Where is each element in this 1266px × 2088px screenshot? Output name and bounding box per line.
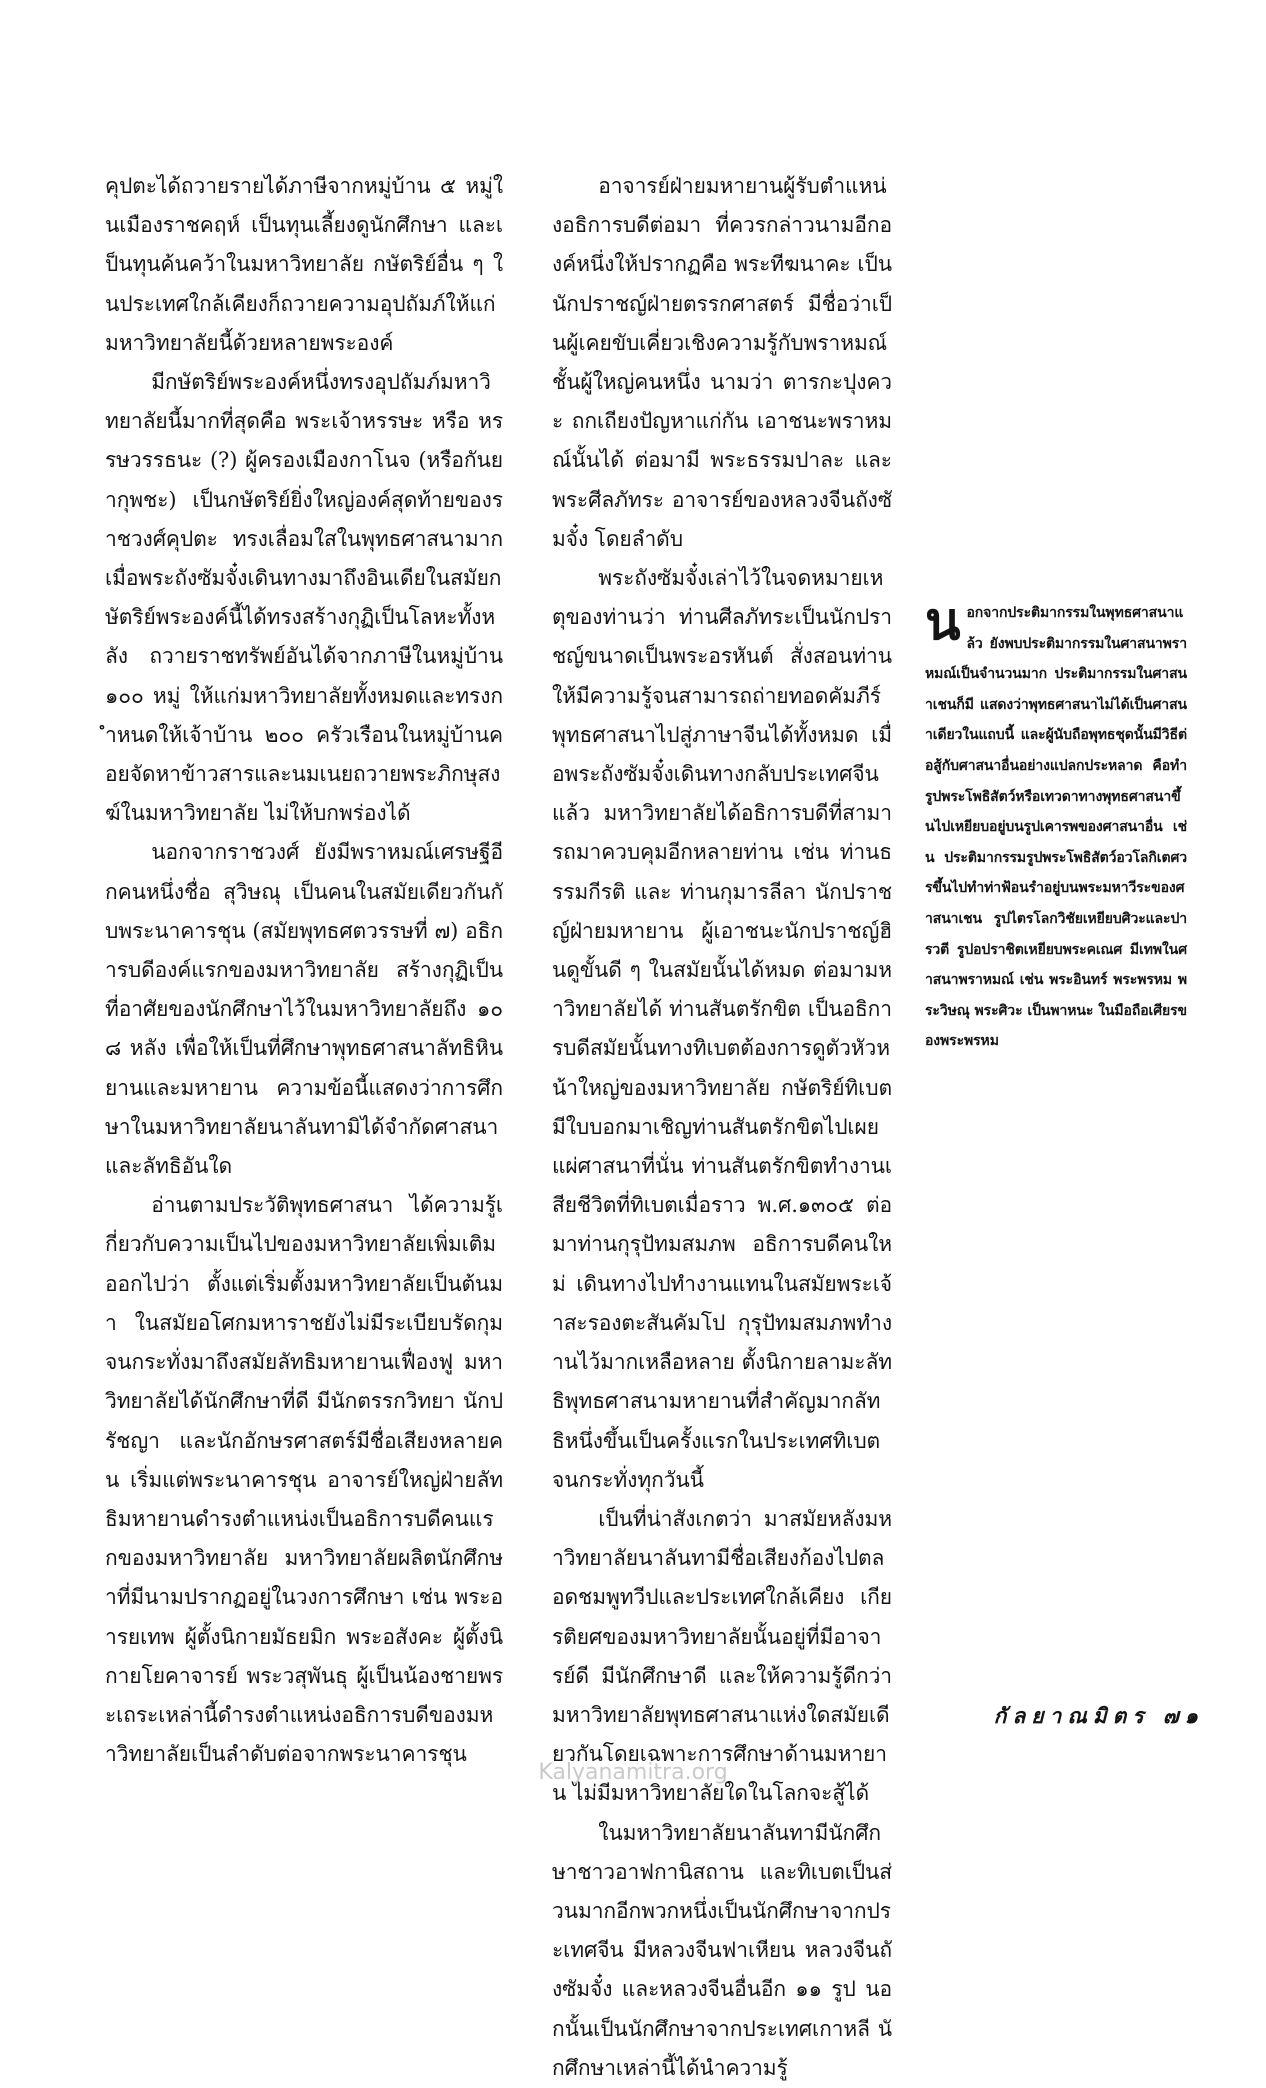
footer-page-title: กัลยาณมิตร ๗๑	[993, 1703, 1204, 1728]
paragraph: อ่านตามประวัติพุทธศาสนา ได้ความรู้เกี่ยวกับความเป็นไปของมหาวิทยาลัยเพิ่มเติมออกไปว่า ตั้งแต่เริ่มตั้งมหาวิทยาลัยเป็นต้นมา ในสมัยอโศกมหาราชยังไม่มีระเบียบรัดกุมจนกระทั่งมาถึงสมัยลัทธิมหายานเฟื่องฟู มหาวิทยาลัยได้นักศึกษาที่ดี มีนักตรรกวิทยา นักปรัชญา และนักอักษรศาสตร์มีชื่อเสียงหลายคน เริ่มแต่พระนาคารชุน อาจารย์ใหญ่ฝ่ายลัทธิมหายานดำรงตำแหน่งเป็นอธิการบดีคนแรกของมหาวิทยาลัย มหาวิทยาลัยผลิตนักศึกษาที่มีนามปรากฏอยู่ในวงการศึกษา เช่น พระอารยเทพ ผู้ตั้งนิกายมัธยมิก พระอสังคะ ผู้ตั้งนิกายโยคาจารย์ พระวสุพันธุ ผู้เป็นน้องชายพระเถระเหล่านี้ดำรงตำแหน่งอธิการบดีของมหาวิทยาลัยเป็นลำดับต่อจากพระนาคารชุน	[105, 1193, 503, 1767]
watermark: Kalyanamitra.org	[538, 1760, 728, 1785]
paragraph: คุปตะได้ถวายรายได้ภาษีจากหมู่บ้าน ๕ หมู่ในเมืองราชคฤห์ เป็นทุนเลี้ยงดูนักศึกษา และเป็นทุนค้นคว้าในมหาวิทยาลัย กษัตริย์อื่น ๆ ในประเทศใกล้เคียงก็ถวายความอุปถัมภ์ให้แก่มหาวิทยาลัยนี้ด้วยหลายพระองค์	[105, 174, 503, 355]
paragraph: อาจารย์ฝ่ายมหายานผู้รับตำแหน่งอธิการบดีต่อมา ที่ควรกล่าวนามอีกองค์หนึ่งให้ปรากฏคือ พระทีฆนาคะ เป็นนักปราชญ์ฝ่ายตรรกศาสตร์ มีชื่อว่าเป็นผู้เคยขับเคี่ยวเชิงความรู้กับพราหมณ์ชั้นผู้ใหญ่คนหนึ่ง นามว่า ตารกะปุงควะ ถกเถียงปัญหาแก่กัน เอาชนะพราหมณ์นั้นได้ ต่อมามี พระธรรมปาละ และ พระศีลภัทระ อาจารย์ของหลวงจีนถังซัมจั๋ง โดยลำดับ	[552, 174, 892, 551]
paragraph: ในมหาวิทยาลัยนาลันทามีนักศึกษาชาวอาฟกานิสถาน และทิเบตเป็นส่วนมากอีกพวกหนึ่งเป็นนักศึกษาจากประเทศจีน มีหลวงจีนฟาเหียน หลวงจีนถังซัมจั๋ง และหลวงจีนอื่นอีก ๑๑ รูป นอกนั้นเป็นนักศึกษาจากประเทศเกาหลี นักศึกษาเหล่านี้ได้นำความรู้	[552, 1820, 892, 2080]
paragraph: พระถังซัมจั๋งเล่าไว้ในจดหมายเหตุของท่านว่า ท่านศีลภัทระเป็นนักปราชญ์ขนาดเป็นพระอรหันต์ สั่งสอนท่านให้มีความรู้จนสามารถถ่ายทอดคัมภีร์พุทธศาสนาไปสู่ภาษาจีนได้ทั้งหมด เมื่อพระถังซัมจั๋งเดินทางกลับประเทศจีนแล้ว มหาวิทยาลัยได้อธิการบดีที่สามารถมาควบคุมอีกหลายท่าน เช่น ท่านธรรมกีรติ และ ท่านกุมารลีลา นักปราชญ์ฝ่ายมหายาน ผู้เอาชนะนักปราชญ์ฮินดูขั้นดี ๆ ในสมัยนั้นได้หมด ต่อมามหาวิทยาลัยได้ ท่านสันตรักขิต เป็นอธิการบดีสมัยนั้นทางทิเบตต้องการดูตัวหัวหน้าใหญ่ของมหาวิทยาลัย กษัตริย์ทิเบตมีใบบอกมาเชิญท่านสันตรักขิตไปเผยแผ่ศาสนาที่นั่น ท่านสันตรักขิตทำงานเสียชีวิตที่ทิเบตเมื่อราว พ.ศ.๑๓๐๕ ต่อมาท่านกุรุปัทมสมภพ อธิการบดีคนใหม่ เดินทางไปทำงานแทนในสมัยพระเจ้าสะรองตะสันคัมโป กุรุปัทมสมภพทำงานไว้มากเหลือหลาย ตั้งนิกายลามะลัทธิพุทธศาสนามหายานที่สำคัญมากลัทธิหนึ่งขึ้นเป็นครั้งแรกในประเทศทิเบตจนกระทั่งทุกวันนี้	[552, 566, 892, 1492]
paragraph: นอกจากราชวงศ์ ยังมีพราหมณ์เศรษฐีอีกคนหนึ่งชื่อ สุวิษณุ เป็นคนในสมัยเดียวกันกับพระนาคารชุน (สมัยพุทธศตวรรษที่ ๗) อธิการบดีองค์แรกของมหาวิทยาลัย สร้างกุฏิเป็นที่อาศัยของนักศึกษาไว้ในมหาวิทยาลัยถึง ๑๐๘ หลัง เพื่อให้เป็นที่ศึกษาพุทธศาสนาลัทธิหินยานและมหายาน ความข้อนี้แสดงว่าการศึกษาในมหาวิทยาลัยนาลันทามิได้จำกัดศาสนาและลัทธิอันใด	[105, 840, 503, 1179]
sidebar-text: อกจากประติมากรรมในพุทธศาสนาแล้ว ยังพบประติมากรรมในศาสนาพราหมณ์เป็นจำนวนมาก ประติมากรรมในศาสนาเชนก็มี แสดงว่าพุทธศาสนาไม่ได้เป็นศาสนาเดียวในแถบนี้ และผู้นับถือพุทธชุดนั้นมีวิธีต่อสู้กับศาสนาอื่นอย่างแปลกประหลาด คือทำรูปพระโพธิสัตว์หรือเทวดาทางพุทธศาสนาขึ้นไปเหยียบอยู่บนรูปเคารพของศาสนาอื่น เช่น ประติมากรรมรูปพระโพธิสัตว์อวโลกิเตศวรขึ้นไปทำท่าฟ้อนรำอยู่บนพระมหาวีระของศาสนาเชน รูปไตรโลกวิชัยเหยียบศิวะและปารวตี รูปอปราชิตเหยียบพระคเณศ มีเทพในศาสนาพราหมณ์ เช่น พระอินทร์ พระพรหม พระวิษณุ พระศิวะ เป็นพาหนะ ในมือถือเศียรของพระพรหม	[925, 605, 1187, 1050]
sidebar-paragraph	[925, 592, 1187, 1057]
drop-cap: น	[925, 592, 961, 652]
paragraph: เป็นที่น่าสังเกตว่า มาสมัยหลังมหาวิทยาลัยนาลันทามีชื่อเสียงก้องไปตลอดชมพูทวีปและประเทศใกล้เคียง เกียรติยศของมหาวิทยาลัยนั้นอยู่ที่มีอาจารย์ดี มีนักศึกษาดี และให้ความรู้ดีกว่ามหาวิทยาลัยพุทธศาสนาแห่งใดสมัยเดียวกันโดยเฉพาะการศึกษาด้านมหายาน ไม่มีมหาวิทยาลัยใดในโลกจะสู้ได้	[552, 1506, 892, 1806]
left-column	[105, 167, 503, 1774]
sidebar-column	[925, 592, 1187, 1057]
paragraph: มีกษัตริย์พระองค์หนึ่งทรงอุปถัมภ์มหาวิทยาลัยนี้มากที่สุดคือ พระเจ้าหรรษะ หรือ หรรษวรรธนะ (?) ผู้ครองเมืองกาโนจ (หรือกันยากุพชะ) เป็นกษัตริย์ยิ่งใหญ่องค์สุดท้ายของราชวงศ์คุปตะ ทรงเลื่อมใสในพุทธศาสนามาก เมื่อพระถังซัมจั๋งเดินทางมาถึงอินเดียในสมัยกษัตริย์พระองค์นี้ได้ทรงสร้างกุฏิเป็นโลหะทั้งหลัง ถวายราชทรัพย์อันได้จากภาษีในหมู่บ้าน ๑๐๐ หมู่ ให้แก่มหาวิทยาลัยทั้งหมดและทรงกำหนดให้เจ้าบ้าน ๒๐๐ ครัวเรือนในหมู่บ้านคอยจัดหาข้าวสารและนมเนยถวายพระภิกษุสงฆ์ในมหาวิทยาลัย ไม่ให้บกพร่องได้	[105, 370, 503, 826]
